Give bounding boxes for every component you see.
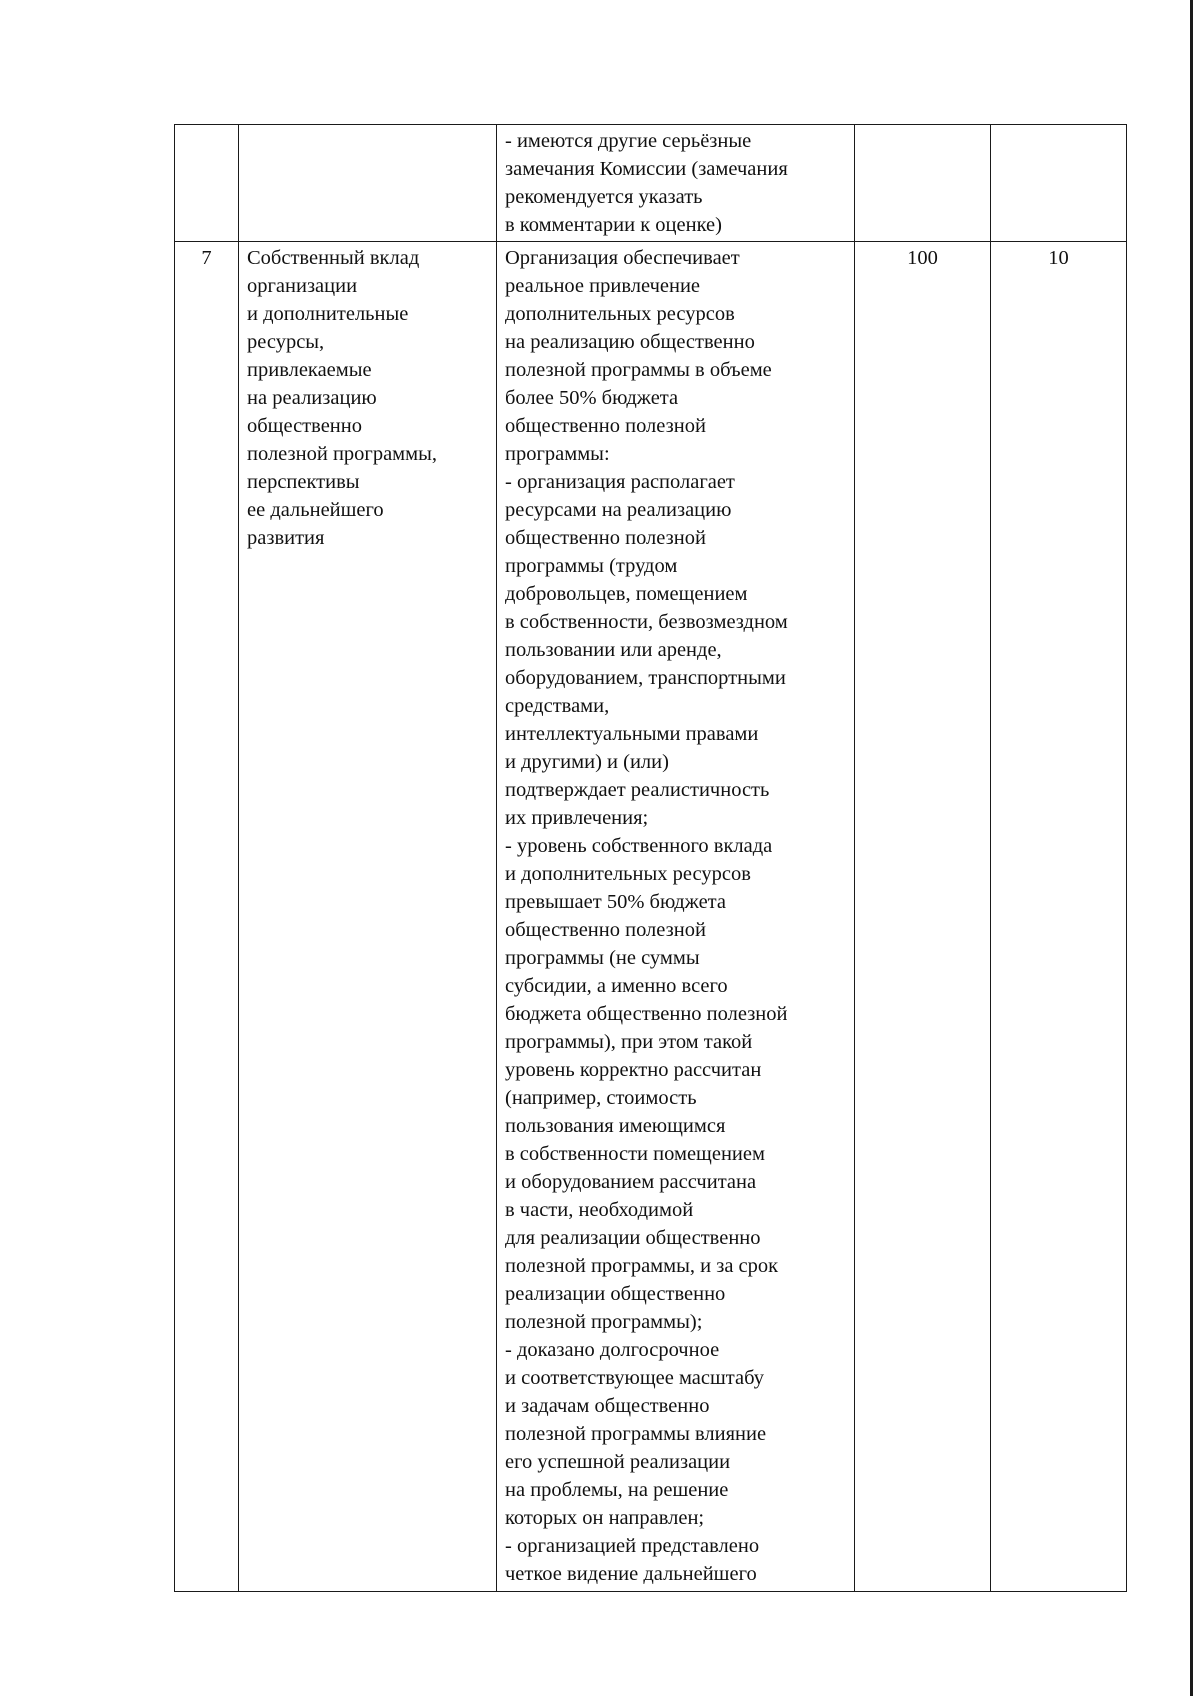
description-line: в комментарии к оценке) [505,214,722,236]
description-line: добровольцев, помещением [505,583,748,605]
weight-cell [991,125,1127,242]
row-number: 7 [175,242,239,1592]
criterion-line: ресурсы, [247,331,325,353]
criterion-line: Собственный вклад [247,247,420,269]
description-line: субсидии, а именно всего [505,975,728,997]
max-score-cell [855,125,991,242]
description-line: - доказано долгосрочное [505,1339,720,1361]
weight-cell: 10 [991,242,1127,1592]
description-line: - организацией представлено [505,1535,760,1557]
criterion-line: развития [247,527,325,549]
criterion-line: привлекаемые [247,359,372,381]
description-line: ресурсами на реализацию [505,499,732,521]
description-line: подтверждает реалистичность [505,779,770,801]
criterion-line: общественно [247,415,362,437]
description-line: и оборудованием рассчитана [505,1171,757,1193]
description-line: их привлечения; [505,807,649,829]
description-line: дополнительных ресурсов [505,303,735,325]
description-cell [497,242,855,1592]
description-line: его успешной реализации [505,1451,731,1473]
description-line: на реализацию общественно [505,331,755,353]
table-row [175,242,1127,1592]
description-line: бюджета общественно полезной [505,1003,788,1025]
description-line: Организация обеспечивает [505,247,740,269]
description-line: полезной программы влияние [505,1423,767,1445]
description-line: реальное привлечение [505,275,701,297]
description-line: в части, необходимой [505,1199,694,1221]
table-row [175,125,1127,242]
description-line: программы (трудом [505,555,678,577]
description-line: реализации общественно [505,1283,726,1305]
description-line: полезной программы в объеме [505,359,772,381]
description-line: пользования имеющимся [505,1115,726,1137]
description-line: более 50% бюджета [505,387,679,409]
description-line: для реализации общественно [505,1227,761,1249]
row-number [175,125,239,242]
description-line: превышает 50% бюджета [505,891,726,913]
criterion-line: ее дальнейшего [247,499,384,521]
criterion-line: на реализацию [247,387,377,409]
description-line: (например, стоимость [505,1087,697,1109]
description-line: интеллектуальными правами [505,723,759,745]
description-line: уровень корректно рассчитан [505,1059,762,1081]
description-line: общественно полезной [505,527,706,549]
description-line: и соответствующее масштабу [505,1367,764,1389]
description-line: программы (не суммы [505,947,700,969]
description-line: и задачам общественно [505,1395,710,1417]
criterion-line: организации [247,275,358,297]
criterion-line: и дополнительные [247,303,409,325]
description-line: полезной программы, и за срок [505,1255,779,1277]
criterion-cell [239,125,497,242]
description-line: рекомендуется указать [505,186,703,208]
page-edge-line [1190,0,1193,1696]
description-line: оборудованием, транспортными [505,667,786,689]
description-line: в собственности помещением [505,1143,765,1165]
description-line: и другими) и (или) [505,751,669,773]
description-line: в собственности, безвозмездном [505,611,788,633]
description-cell [497,125,855,242]
description-line: и дополнительных ресурсов [505,863,751,885]
description-line: общественно полезной [505,415,706,437]
description-line: - имеются другие серьёзные [505,130,752,152]
description-line: четкое видение дальнейшего [505,1563,757,1585]
criteria-table [174,124,1127,1592]
description-line: общественно полезной [505,919,706,941]
description-line: - организация располагает [505,471,735,493]
criterion-line: перспективы [247,471,360,493]
description-line: которых он направлен; [505,1507,705,1529]
description-line: средствами, [505,695,610,717]
description-line: на проблемы, на решение [505,1479,729,1501]
description-line: программы: [505,443,610,465]
description-line: пользовании или аренде, [505,639,722,661]
description-line: - уровень собственного вклада [505,835,773,857]
criterion-cell [239,242,497,1592]
description-line: программы), при этом такой [505,1031,753,1053]
max-score-cell: 100 [855,242,991,1592]
description-line: замечания Комиссии (замечания [505,158,788,180]
description-line: полезной программы); [505,1311,703,1333]
criterion-line: полезной программы, [247,443,438,465]
